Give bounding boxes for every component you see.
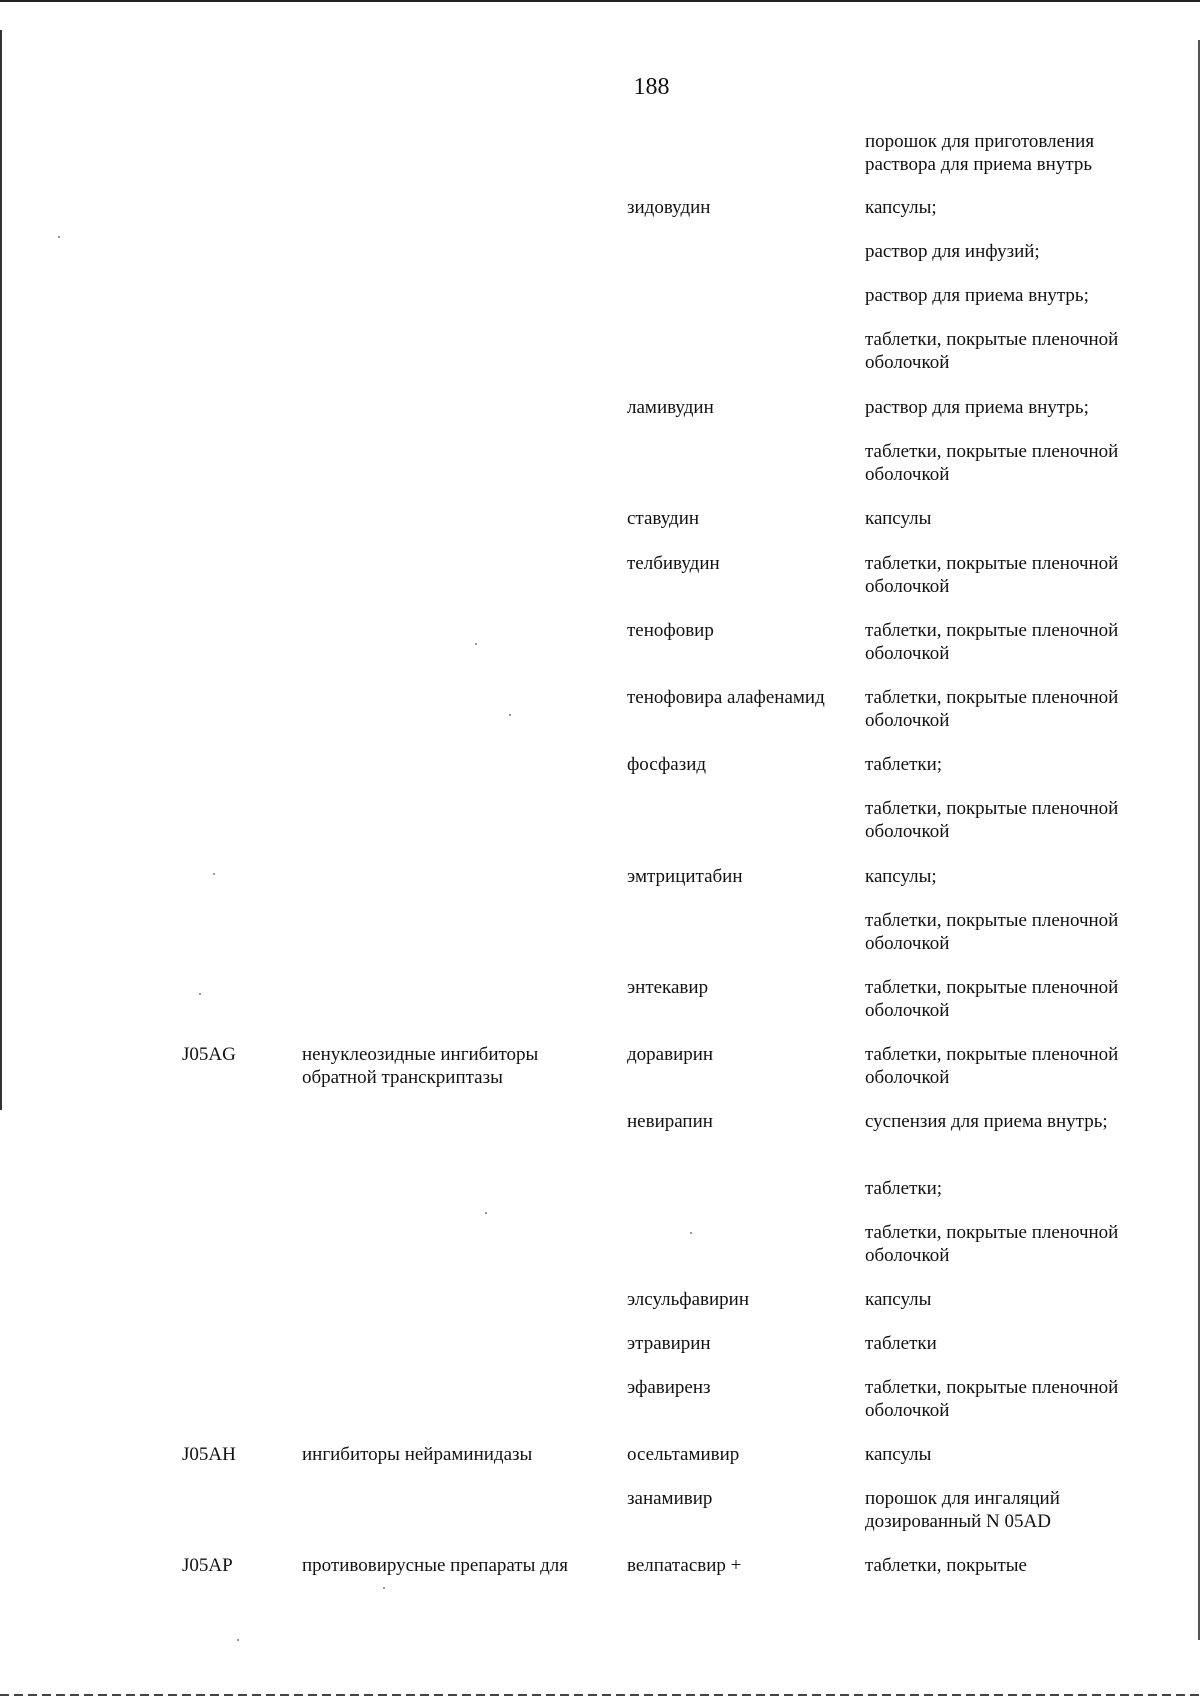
drug-name: этравирин — [627, 1333, 711, 1354]
scan-border-top — [0, 0, 1200, 2]
drug-name: эмтрицитабин — [627, 866, 743, 887]
dosage-form: таблетки, покрытые пленочной оболочкой — [865, 620, 1119, 664]
dosage-form: таблетки, покрытые пленочной оболочкой — [865, 441, 1119, 485]
dosage-form: капсулы — [865, 1444, 932, 1465]
scan-speck — [237, 1639, 239, 1641]
dosage-form: капсулы — [865, 508, 932, 529]
atc-code: J05AP — [182, 1555, 233, 1576]
scan-border-bottom — [0, 1694, 1200, 1696]
drug-name: невирапин — [627, 1111, 713, 1132]
drug-name: ламивудин — [627, 397, 714, 418]
atc-code: J05AH — [182, 1444, 236, 1465]
dosage-form: раствор для приема внутрь; — [865, 285, 1089, 306]
drug-name: занамивир — [627, 1488, 713, 1509]
group-name: ненуклеозидные ингибиторы обратной транскриптазы — [302, 1044, 539, 1088]
dosage-form: капсулы — [865, 1289, 932, 1310]
drug-name: энтекавир — [627, 977, 709, 998]
dosage-form: таблетки, покрытые — [865, 1555, 1027, 1576]
scan-speck — [199, 993, 201, 995]
dosage-form: таблетки, покрытые пленочной оболочкой — [865, 798, 1119, 842]
dosage-form: раствор для приема внутрь; — [865, 397, 1089, 418]
scan-speck — [475, 643, 477, 645]
drug-name: ставудин — [627, 508, 700, 529]
dosage-form: порошок для ингаляций дозированный N 05AD — [865, 1488, 1060, 1532]
dosage-form: таблетки; — [865, 1178, 943, 1199]
scan-speck — [213, 873, 215, 875]
drug-name: эфавиренз — [627, 1377, 711, 1398]
dosage-form: таблетки, покрытые пленочной оболочкой — [865, 553, 1119, 597]
dosage-form: капсулы; — [865, 866, 937, 887]
page-number: 188 — [633, 74, 670, 100]
scan-border-left — [0, 30, 2, 1110]
scan-speck — [383, 1587, 385, 1589]
drug-name: осельтамивир — [627, 1444, 740, 1465]
dosage-form: таблетки; — [865, 754, 943, 775]
dosage-form: таблетки, покрытые пленочной оболочкой — [865, 1044, 1119, 1088]
dosage-form: таблетки, покрытые пленочной оболочкой — [865, 910, 1119, 954]
dosage-form: таблетки, покрытые пленочной оболочкой — [865, 1377, 1119, 1421]
drug-name: доравирин — [627, 1044, 714, 1065]
dosage-form: таблетки, покрытые пленочной оболочкой — [865, 329, 1119, 373]
dosage-form: раствор для инфузий; — [865, 241, 1040, 262]
scan-speck — [58, 236, 60, 238]
group-name: ингибиторы нейраминидазы — [302, 1444, 533, 1465]
drug-name: тенофовира алафенамид — [627, 687, 825, 708]
scan-speck — [690, 1232, 692, 1234]
drug-name: велпатасвир + — [627, 1555, 742, 1576]
drug-name: телбивудин — [627, 553, 720, 574]
dosage-form: таблетки, покрытые пленочной оболочкой — [865, 977, 1119, 1021]
dosage-form: порошок для приготовления раствора для приема внутрь — [865, 131, 1095, 175]
dosage-form: таблетки — [865, 1333, 937, 1354]
scan-speck — [485, 1212, 487, 1214]
drug-name: тенофовир — [627, 620, 714, 641]
scan-speck — [509, 714, 511, 716]
drug-name: фосфазид — [627, 754, 707, 775]
dosage-form: таблетки, покрытые пленочной оболочкой — [865, 687, 1119, 731]
dosage-form: суспензия для приема внутрь; — [865, 1111, 1108, 1132]
group-name: противовирусные препараты для — [302, 1555, 569, 1576]
drug-name: элсульфавирин — [627, 1289, 750, 1310]
dosage-form: капсулы; — [865, 197, 937, 218]
drug-name: зидовудин — [627, 197, 711, 218]
dosage-form: таблетки, покрытые пленочной оболочкой — [865, 1222, 1119, 1266]
atc-code: J05AG — [182, 1044, 236, 1065]
